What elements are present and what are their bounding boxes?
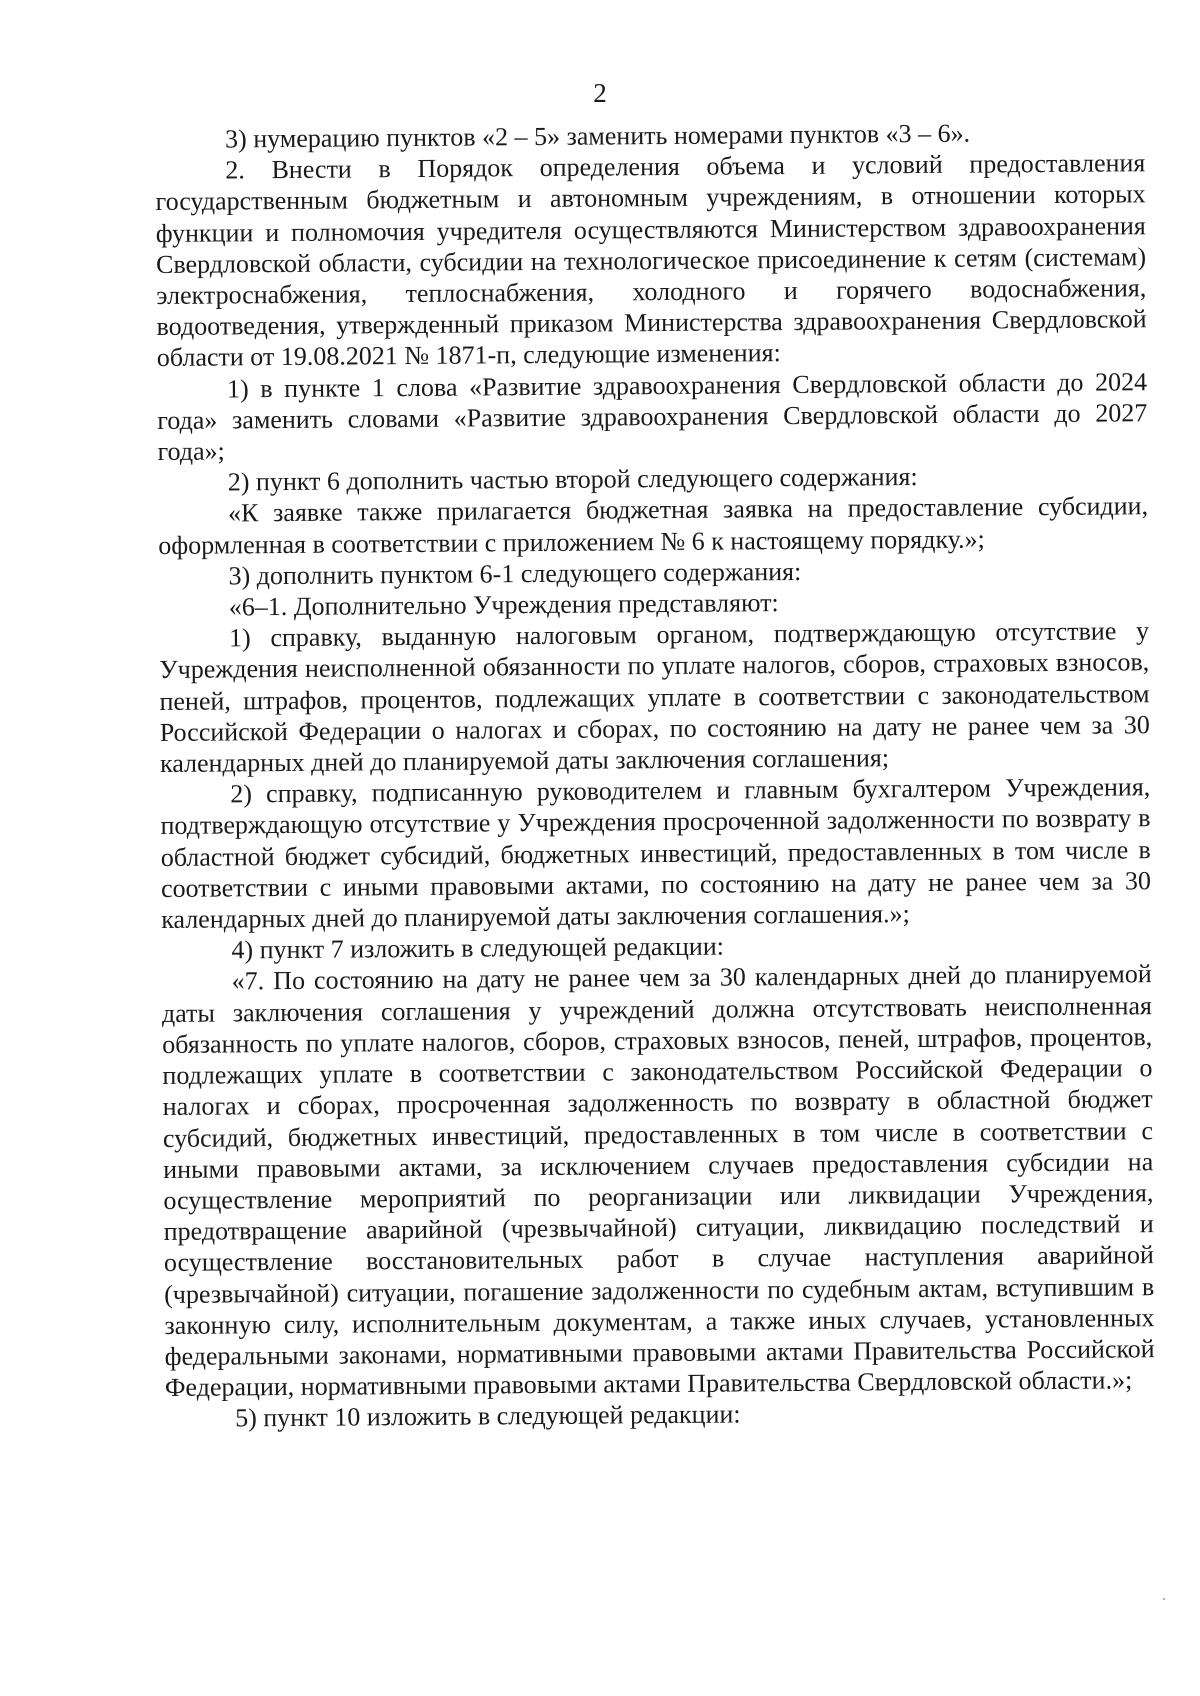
- scan-speck: [1163, 1598, 1165, 1600]
- paragraph-quote-application: «К заявке также прилагается бюджетная заявка на предоставление субсидии, оформленная в соответствии с приложением № 6 к настоящему порядку.»;: [158, 491, 1149, 560]
- paragraph-subitem-1: 1) в пункте 1 слова «Развитие здравоохранения Свердловской области до 2024 года» заменить словами «Развитие здравоохранения Свердловской области до 2027 года»;: [157, 366, 1148, 467]
- paragraph-point-2-intro: 2. Внести в Порядок определения объема и условий предоставления государственным бюджетным и автономным учреждениям, в отношении которых функции и полномочия учредителя осуществляются Министерством здравоохранения Свердловской области, субсидии на технологическое присоединение к сетям (системам) электроснабжения, теплоснабжения, холодного и горячего водоснабжения, водоотведения, утвержденный приказом Министерства здравоохранения Свердловской области от 19.08.2021 № 1871-п, следующие изменения:: [155, 148, 1147, 373]
- paragraph-clause-6-1-item-1: 1) справку, выданную налоговым органом, подтверждающую отсутствие у Учреждения неисполненной обязанности по уплате налогов, сборов, страховых взносов, пеней, штрафов, процентов, подлежащих уплате в соответствии с законодательством Российской Федерации о налогах и сборах, по состоянию на дату не ранее чем за 30 календарных дней до планируемой даты заключения соглашения;: [159, 616, 1150, 779]
- paragraph-clause-7: «7. По состоянию на дату не ранее чем за 30 календарных дней до планируемой даты заключения соглашения у учреждений должна отсутствовать неисполненная обязанность по уплате налогов, сборов, страховых взносов, пеней, штрафов, процентов, подлежащих уплате в соответствии с законодательством Российской Федерации о налогах и сборах, просроченная задолженность по возврату в областной бюджет субсидий, бюджетных инвестиций, предоставленных в том числе в соответствии с иными правовыми актами, за исключением случаев предоставления субсидии на осуществление мероприятий по реорганизации или ликвидации Учреждения, предотвращение аварийной (чрезвычайной) ситуации, ликвидацию последствий и осуществление восстановительных работ в случае наступления аварийной (чрезвычайной) ситуации, погашение задолженности по судебным актам, вступившим в законную силу, исполнительным документам, а также иных случаев, установленных федеральными законами, нормативными правовыми актами Правительства Российской Федерации, нормативными правовыми актами Правительства Свердловской области.»;: [161, 959, 1155, 1403]
- paragraph-item-3-renumbering: 3) нумерацию пунктов «2 – 5» заменить номерами пунктов «3 – 6».: [225, 118, 971, 154]
- paragraph-subitem-3: 3) дополнить пунктом 6-1 следующего содержания:: [228, 556, 802, 591]
- paragraph-subitem-4: 4) пункт 7 изложить в следующей редакции:: [231, 931, 725, 965]
- paragraph-clause-6-1-item-2: 2) справку, подписанную руководителем и главным бухгалтером Учреждения, подтверждающую отсутствие у Учреждения просроченной задолженности по возврату в областной бюджет субсидий, бюджетных инвестиций, предоставленных в том числе в соответствии с иными правовыми актами, по состоянию на дату не ранее чем за 30 календарных дней до планируемой даты заключения соглашения.»;: [160, 772, 1152, 935]
- paragraph-subitem-5: 5) пункт 10 изложить в следующей редакции:: [235, 1399, 741, 1433]
- paragraph-subitem-2: 2) пункт 6 дополнить частью второй следующего содержания:: [227, 462, 918, 497]
- document-body: [155, 116, 1155, 1434]
- page-number: 2: [593, 78, 607, 108]
- paragraph-clause-6-1: «6–1. Дополнительно Учреждения представляют:: [228, 588, 779, 622]
